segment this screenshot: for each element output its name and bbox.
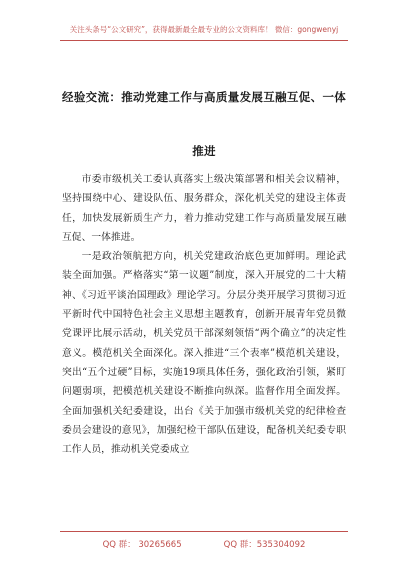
header-divider	[60, 40, 348, 41]
paragraph-political-leadership: 一是政治领航把方向，机关党建政治底色更加鲜明。理论武装全面加强。严格落实“第一议题”制度，深入开展党的二十大精神、《习近平谈治国理政》理论学习。分层分类开展学习贯彻习近平新时代中国特色社会主义思想主题教育，创新开展青年党员微党课评比展示活动，机关党员干部深刻领悟“两个确立”的决定性意义。模范机关全面深化。深入推进“三个表率”模范机关建设，突出“五个过硬”目标，实施19项具体任务，强化政治引领，紧盯问题弱项，把模范机关建设不断推向纵深。监督作用全面发挥。全面加强机关纪委建设，出台《关于加强市级机关党的纪律检查委员会建设的意见》，加强纪检干部队伍建设，配备机关纪委专职工作人员，推动机关党委成立	[62, 251, 346, 456]
document-body	[62, 170, 346, 459]
footer-divider	[60, 531, 348, 532]
document-title: 经验交流：推动党建工作与高质量发展互融互促、一体推进	[62, 90, 346, 158]
paragraph-intro: 市委市级机关工委认真落实上级决策部署和相关会议精神，坚持围绕中心、建设队伍、服务群众，深化机关党的建设主体责任，加快发展新质生产力，着力推动党建工作与高质量发展互融互促、一体推进。	[62, 174, 346, 243]
footer	[0, 538, 408, 550]
footer-qq-group-1: QQ 群： 30265665	[102, 540, 182, 550]
footer-qq-group-2: QQ 群：535304092	[223, 540, 306, 550]
header-note: 关注头条号“公文研究”，获得最新最全最专业的公文资料库！ 微信：gongwenyj	[69, 25, 339, 34]
